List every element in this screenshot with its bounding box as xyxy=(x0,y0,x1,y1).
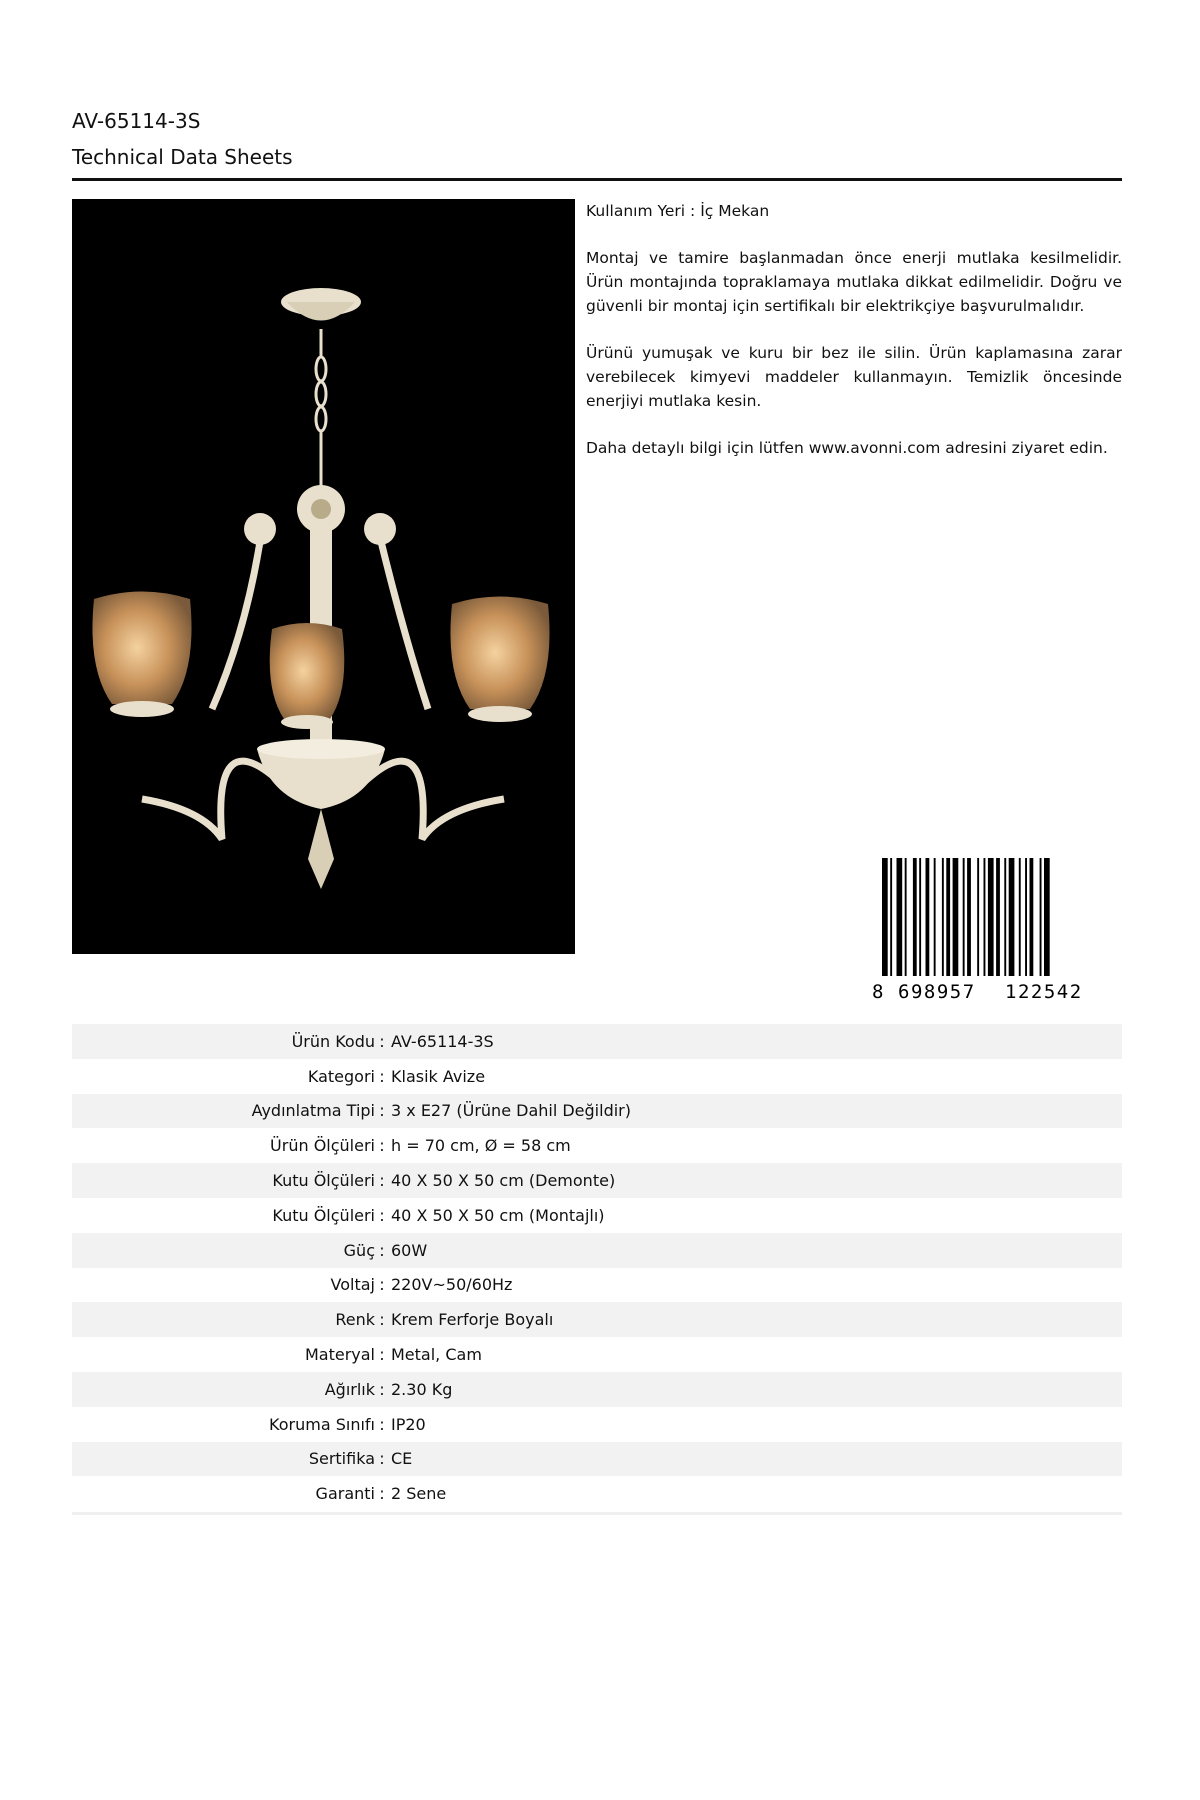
spec-label: Güç xyxy=(343,1240,375,1260)
barcode-digits-left: 698957 xyxy=(898,981,976,1001)
spec-value: AV-65114-3S xyxy=(391,1031,494,1051)
spec-value: 2 Sene xyxy=(391,1484,447,1504)
spec-table xyxy=(72,1024,1122,1511)
spec-value: 3 x E27 (Ürüne Dahil Değildir) xyxy=(391,1101,631,1121)
spec-label: Ağırlık xyxy=(324,1379,375,1399)
barcode-digits-right: 122542 xyxy=(1005,981,1083,1001)
info-panel xyxy=(586,199,1122,483)
spec-label: Voltaj xyxy=(330,1275,375,1295)
spec-label: Materyal xyxy=(304,1345,375,1365)
spec-separator: : xyxy=(379,1379,385,1399)
spec-table-bottom-rule xyxy=(72,1512,1122,1515)
spec-separator: : xyxy=(379,1449,385,1469)
spec-row xyxy=(72,1128,1122,1163)
spec-label: Kutu Ölçüleri xyxy=(272,1171,375,1191)
spec-row xyxy=(72,1198,1122,1233)
spec-value: Krem Ferforje Boyalı xyxy=(391,1310,554,1330)
safety-paragraph: Montaj ve tamire başlanmadan önce enerji mutlaka kesilmelidir. Ürün montajında topraklamaya mutlaka dikkat edilmelidir. Doğru ve güvenli bir montaj için sertifikalı bir elektrikçiye başvurulmalıdır. xyxy=(586,249,1122,315)
header xyxy=(72,108,1122,170)
spec-value: 40 X 50 X 50 cm (Montajlı) xyxy=(391,1205,605,1225)
spec-row xyxy=(72,1024,1122,1059)
spec-row xyxy=(72,1094,1122,1129)
spec-separator: : xyxy=(379,1240,385,1260)
spec-value: 40 X 50 X 50 cm (Demonte) xyxy=(391,1171,616,1191)
spec-value: IP20 xyxy=(391,1414,426,1434)
spec-row xyxy=(72,1302,1122,1337)
spec-row xyxy=(72,1442,1122,1477)
spec-label: Renk xyxy=(335,1310,375,1330)
spec-separator: : xyxy=(379,1414,385,1434)
spec-label: Ürün Kodu xyxy=(291,1031,375,1051)
document-subtitle: Technical Data Sheets xyxy=(72,145,293,169)
spec-separator: : xyxy=(379,1205,385,1225)
spec-row xyxy=(72,1407,1122,1442)
spec-separator: : xyxy=(379,1136,385,1156)
spec-label: Garanti xyxy=(315,1484,375,1504)
spec-label: Kutu Ölçüleri xyxy=(272,1205,375,1225)
spec-separator: : xyxy=(379,1275,385,1295)
spec-separator: : xyxy=(379,1171,385,1191)
spec-separator: : xyxy=(379,1484,385,1504)
spec-row xyxy=(72,1233,1122,1268)
usage-label: Kullanım Yeri xyxy=(586,202,686,220)
spec-value: Metal, Cam xyxy=(391,1345,482,1365)
spec-row xyxy=(72,1163,1122,1198)
spec-label: Sertifika xyxy=(308,1449,375,1469)
usage-line: Kullanım Yeri : İç Mekan xyxy=(586,202,770,220)
product-photo xyxy=(72,199,575,954)
spec-label: Koruma Sınıfı xyxy=(269,1414,375,1434)
cleaning-paragraph: Ürünü yumuşak ve kuru bir bez ile silin. Ürün kaplamasına zarar verebilecek kimyevi maddeler kullanmayın. Temizlik öncesinde enerjiyi mutlaka kesin. xyxy=(586,344,1122,410)
website-paragraph: Daha detaylı bilgi için lütfen www.avonni.com adresini ziyaret edin. xyxy=(586,439,1108,457)
chandelier-image xyxy=(72,199,575,954)
spec-value: h = 70 cm, Ø = 58 cm xyxy=(391,1136,571,1156)
spec-row xyxy=(72,1268,1122,1303)
product-code-title: AV-65114-3S xyxy=(72,109,201,133)
barcode xyxy=(870,858,1122,1001)
spec-separator: : xyxy=(379,1101,385,1121)
spec-row xyxy=(72,1476,1122,1511)
spec-row xyxy=(72,1337,1122,1372)
spec-row xyxy=(72,1059,1122,1094)
barcode-digit-first: 8 xyxy=(872,981,884,1001)
spec-label: Aydınlatma Tipi xyxy=(251,1101,375,1121)
spec-separator: : xyxy=(379,1066,385,1086)
spec-separator: : xyxy=(379,1310,385,1330)
spec-value: CE xyxy=(391,1449,413,1469)
spec-row xyxy=(72,1372,1122,1407)
spec-separator: : xyxy=(379,1345,385,1365)
spec-value: 2.30 Kg xyxy=(391,1379,453,1399)
spec-separator: : xyxy=(379,1031,385,1051)
spec-label: Ürün Ölçüleri xyxy=(270,1136,375,1156)
header-divider xyxy=(72,178,1122,181)
usage-value: İç Mekan xyxy=(700,202,770,220)
spec-value: Klasik Avize xyxy=(391,1066,486,1086)
spec-value: 220V~50/60Hz xyxy=(391,1275,513,1295)
barcode-graphic xyxy=(870,858,1122,1001)
spec-label: Kategori xyxy=(307,1066,375,1086)
spec-value: 60W xyxy=(391,1240,428,1260)
